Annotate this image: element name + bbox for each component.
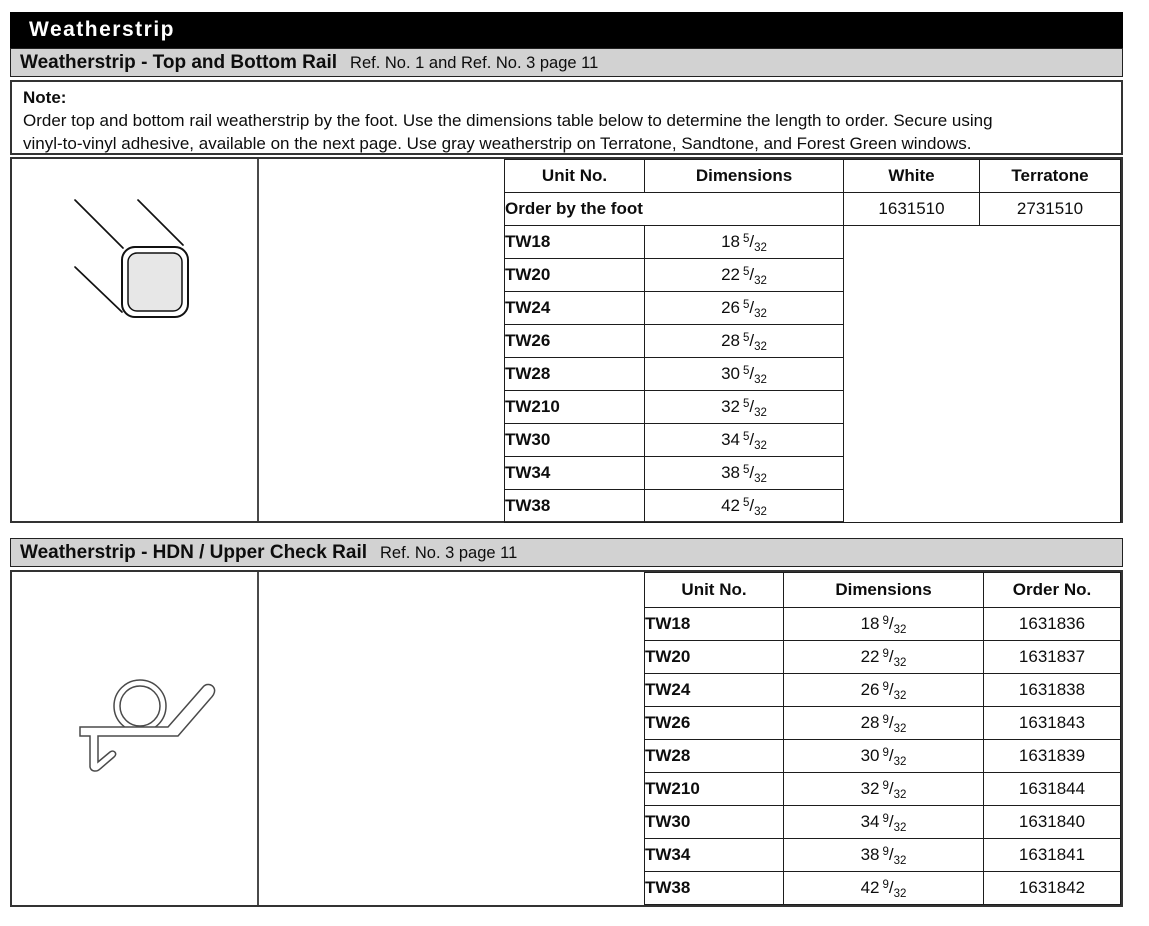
dimensions-cell: 28 $^9/_{32}$ [784,707,984,740]
unit-no-cell: TW24 [645,674,784,707]
table-header-row [505,160,1121,193]
table-row [645,740,1121,773]
note-label: Note: [23,88,67,107]
unit-no-cell: TW18 [505,226,645,259]
section-ref: Ref. No. 3 page 11 [380,544,518,562]
note-box [10,80,1123,155]
unit-no-cell: TW26 [505,325,645,358]
table-row [645,608,1121,641]
page-title-bar [10,12,1123,48]
unit-no-cell: TW20 [645,641,784,674]
order-no-cell: 1631838 [984,674,1121,707]
dimensions-cell: 18 $^5/_{32}$ [645,226,844,259]
order-no-cell: 1631844 [984,773,1121,806]
dimensions-cell: 32 $^5/_{32}$ [645,391,844,424]
dimensions-cell: 42 $^5/_{32}$ [645,490,844,523]
dimensions-cell: 38 $^5/_{32}$ [645,457,844,490]
unit-no-cell: TW210 [505,391,645,424]
column-divider [257,572,259,905]
order-no-cell: 1631840 [984,806,1121,839]
table-row [645,641,1121,674]
unit-no-cell: TW30 [505,424,645,457]
unit-no-cell: TW38 [645,872,784,905]
order-no-cell: 1631836 [984,608,1121,641]
table-row [645,707,1121,740]
section-header-top-and-bottom-rail [10,48,1123,77]
unit-no-cell: TW30 [645,806,784,839]
empty-order-region [844,226,1121,523]
check-rail-table [644,572,1121,905]
col-header-dimensions: Dimensions [645,160,844,193]
table-row [645,806,1121,839]
unit-no-cell: TW34 [645,839,784,872]
order-by-foot-label: Order by the foot [505,193,844,226]
table-header-row [645,573,1121,608]
dimensions-cell: 30 $^9/_{32}$ [784,740,984,773]
unit-no-cell: TW28 [505,358,645,391]
section-content-hdn-upper-check-rail [10,570,1123,907]
dimensions-cell: 30 $^5/_{32}$ [645,358,844,391]
dimensions-cell: 18 $^9/_{32}$ [784,608,984,641]
top-bottom-rail-table [504,159,1121,523]
table-row [645,773,1121,806]
unit-no-cell: TW38 [505,490,645,523]
col-header-unit-no: Unit No. [505,160,645,193]
order-by-the-foot-row [505,193,1121,226]
square-tube-profile-illustration [42,171,302,371]
dimensions-cell: 42 $^9/_{32}$ [784,872,984,905]
col-header-unit-no: Unit No. [645,573,784,608]
dimensions-cell: 32 $^9/_{32}$ [784,773,984,806]
table-row [505,226,1121,259]
section-content-top-and-bottom-rail [10,157,1123,523]
unit-no-cell: TW26 [645,707,784,740]
section-header-hdn-upper-check-rail [10,538,1123,567]
order-no-cell: 1631837 [984,641,1121,674]
unit-no-cell: TW18 [645,608,784,641]
dimensions-cell: 38 $^9/_{32}$ [784,839,984,872]
dimensions-cell: 26 $^5/_{32}$ [645,292,844,325]
table-row [645,674,1121,707]
order-no-cell: 1631841 [984,839,1121,872]
terratone-order-number: 2731510 [980,193,1121,226]
dimensions-cell: 34 $^9/_{32}$ [784,806,984,839]
dimensions-cell: 26 $^9/_{32}$ [784,674,984,707]
section-ref: Ref. No. 1 and Ref. No. 3 page 11 [350,54,599,72]
table-row [645,839,1121,872]
dimensions-cell: 22 $^9/_{32}$ [784,641,984,674]
order-no-cell: 1631839 [984,740,1121,773]
unit-no-cell: TW20 [505,259,645,292]
unit-no-cell: TW24 [505,292,645,325]
order-no-cell: 1631842 [984,872,1121,905]
unit-no-cell: TW210 [645,773,784,806]
note-line-2: vinyl-to-vinyl adhesive, available on the next page. Use gray weatherstrip on Terratone, Sandtone, and Forest Green windows. [23,134,972,153]
white-order-number: 1631510 [844,193,980,226]
col-header-dimensions: Dimensions [784,573,984,608]
page-title: Weatherstrip [29,18,175,41]
section-title: Weatherstrip - Top and Bottom Rail [20,51,338,73]
note-line-1: Order top and bottom rail weatherstrip by the foot. Use the dimensions table below to determine the length to order. Secure using [23,111,993,130]
col-header-order-no: Order No. [984,573,1121,608]
dimensions-cell: 28 $^5/_{32}$ [645,325,844,358]
col-header-white: White [844,160,980,193]
unit-no-cell: TW28 [645,740,784,773]
dimensions-cell: 22 $^5/_{32}$ [645,259,844,292]
section-title: Weatherstrip - HDN / Upper Check Rail [20,541,368,563]
order-no-cell: 1631843 [984,707,1121,740]
table-row [645,872,1121,905]
dimensions-cell: 34 $^5/_{32}$ [645,424,844,457]
col-header-terratone: Terratone [980,160,1121,193]
check-rail-profile-illustration [72,672,242,797]
unit-no-cell: TW34 [505,457,645,490]
